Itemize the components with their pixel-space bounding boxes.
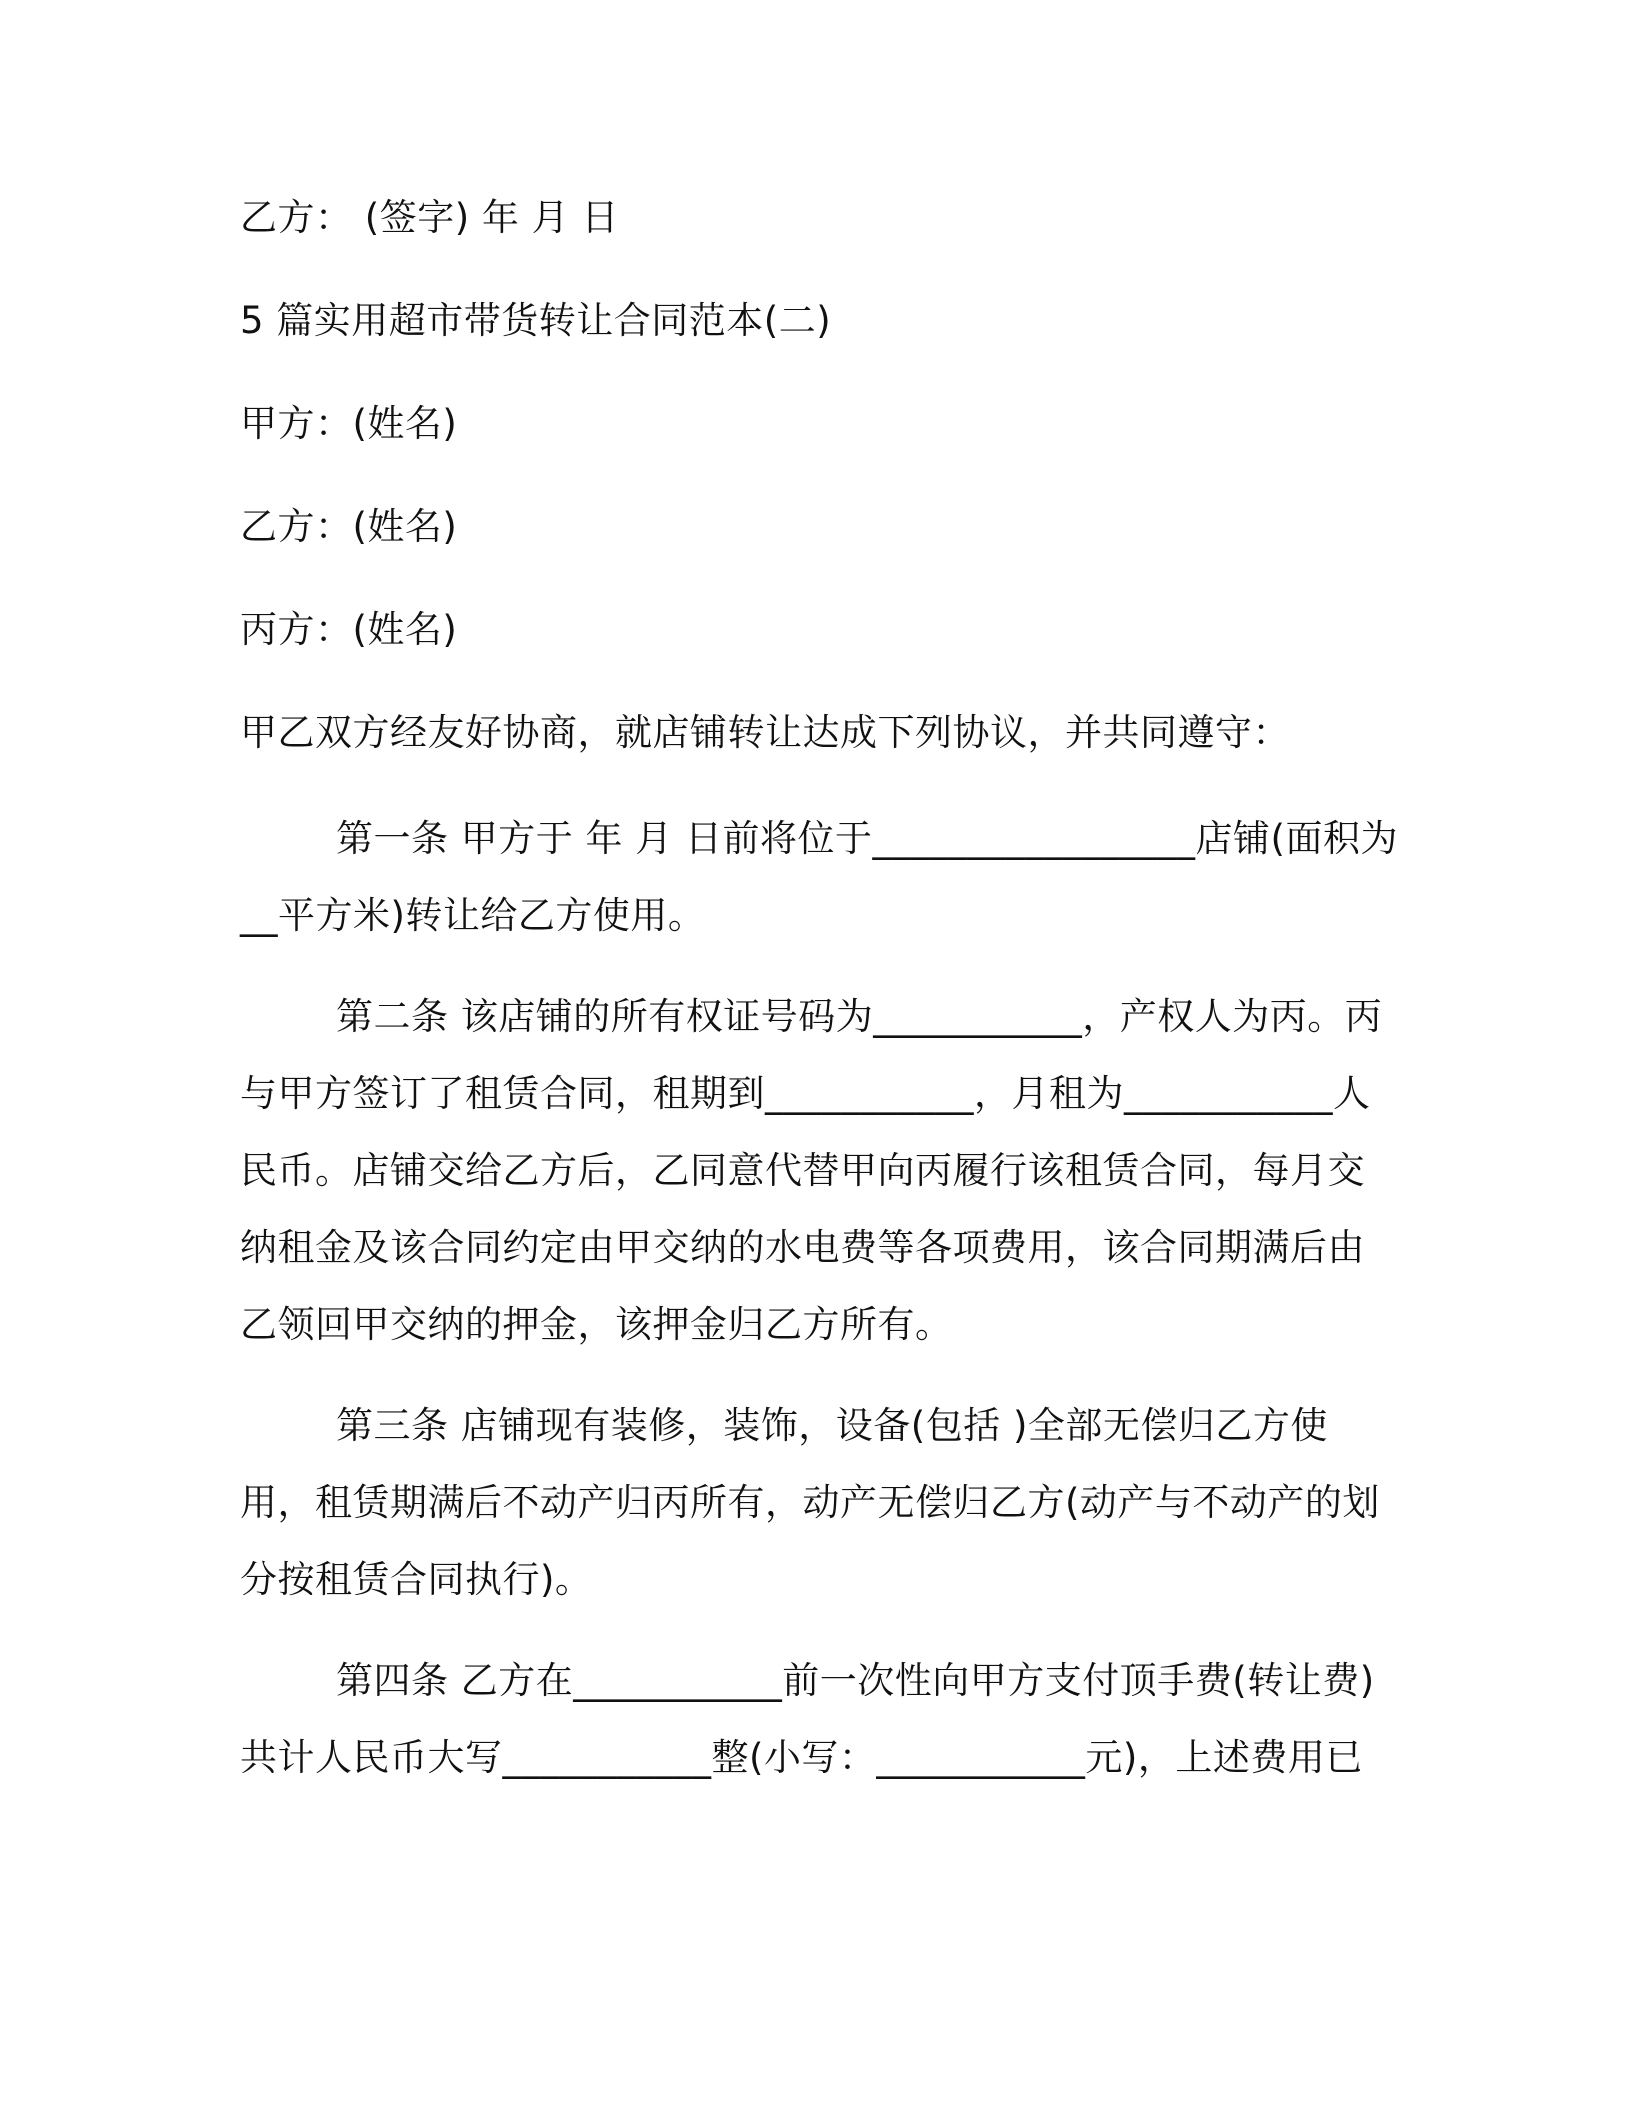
article-4: 第四条 乙方在___________前一次性向甲方支付顶手费(转让费)共计人民币大写___________整(小写：___________元)，上述费用已	[240, 1659, 1375, 1779]
article-1: 第一条 甲方于 年 月 日前将位于_________________店铺(面积为__平方米)转让给乙方使用。	[240, 817, 1398, 937]
party-b-line: 乙方：(姓名)	[240, 505, 458, 548]
party-c-line: 丙方：(姓名)	[240, 608, 458, 651]
section-title: 5 篇实用超市带货转让合同范本(二)	[240, 299, 832, 342]
article-3: 第三条 店铺现有装修，装饰，设备(包括 )全部无偿归乙方使用，租赁期满后不动产归丙所有，动产无偿归乙方(动产与不动产的划分按租赁合同执行)。	[240, 1404, 1380, 1601]
preamble: 甲乙双方经友好协商，就店铺转让达成下列协议，并共同遵守：	[240, 711, 1290, 754]
party-a-line: 甲方：(姓名)	[240, 402, 458, 445]
article-2: 第二条 该店铺的所有权证号码为___________，产权人为丙。丙与甲方签订了租赁合同，租期到___________，月租为___________人民币。店铺交给乙方后，乙同意代替甲向丙履行该租赁合同，每月交纳租金及该合同约定由甲交纳的水电费等各项费用，该合同期满后由乙领回甲交纳的押金，该押金归乙方所有。	[240, 995, 1383, 1346]
signature-line: 乙方： (签字) 年 月 日	[240, 196, 619, 239]
